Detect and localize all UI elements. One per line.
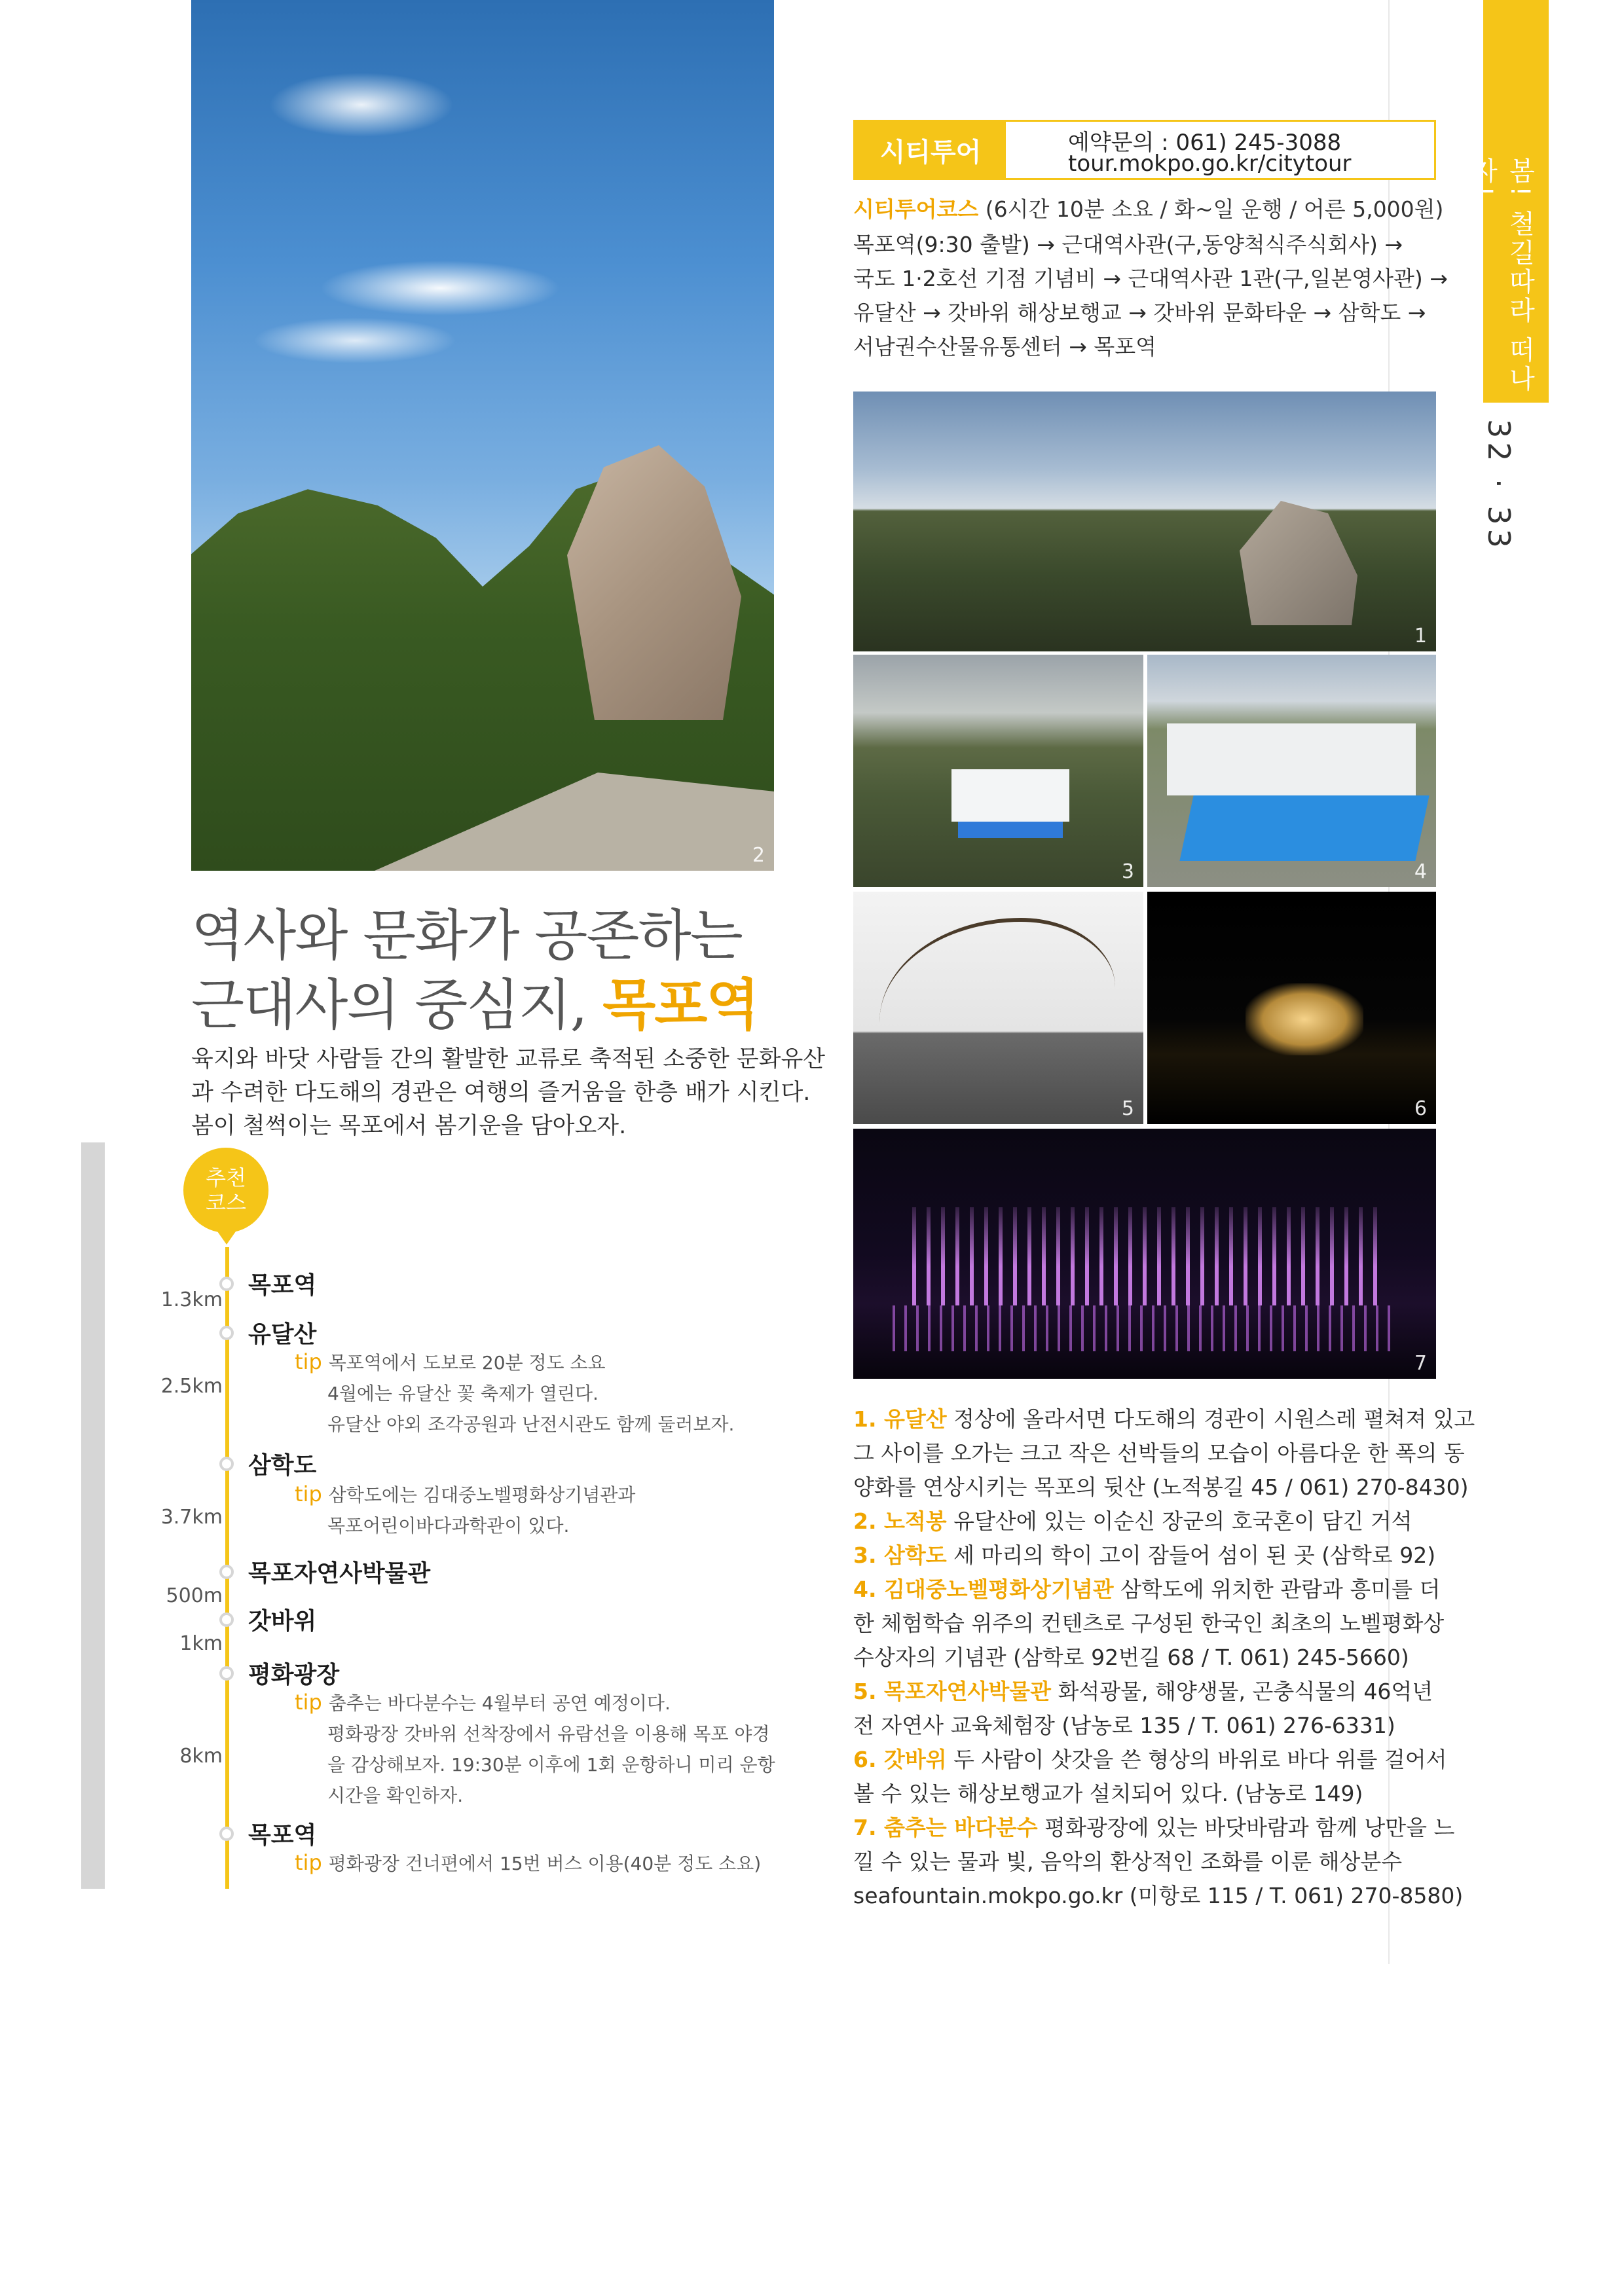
- caption-line: [853, 1504, 1412, 1535]
- stop-marker-icon: [219, 1457, 234, 1471]
- city-tour-phone: 예약문의 : 061) 245-3088: [1068, 130, 1342, 156]
- caption-text: 낄 수 있는 물과 빛, 음악의 환상적인 조화를 이룬 해상분수: [853, 1849, 1403, 1874]
- tip-line: [295, 1481, 635, 1507]
- photo-number: 1: [1414, 625, 1427, 647]
- course-stop: [219, 1656, 339, 1690]
- caption-text: 삼학도에 위치한 관람과 흥미를 더: [1113, 1576, 1441, 1602]
- stop-marker-icon: [219, 1565, 234, 1579]
- photo-sea-fountain: [853, 1129, 1436, 1379]
- photo-gatbawi: [1147, 892, 1436, 1124]
- caption-key: 4. 김대중노벨평화상기념관: [853, 1576, 1114, 1602]
- caption-line: [853, 1436, 1465, 1467]
- photo-natural-history-museum: [853, 892, 1143, 1124]
- city-tour-route-line: 서남권수산물유통센터 → 목포역: [853, 334, 1157, 359]
- caption-line: [853, 1845, 1402, 1876]
- tip-line: 시간을 확인하자.: [327, 1785, 464, 1806]
- intro-line: 봄이 철썩이는 목포에서 봄기운을 담아오자.: [191, 1113, 627, 1139]
- stop-name: 유달산: [248, 1321, 317, 1348]
- caption-text: 볼 수 있는 해상보행교가 설치되어 있다. (남농로 149): [853, 1781, 1363, 1806]
- caption-line: [853, 1470, 1468, 1501]
- tip-text: 삼학도에는 김대중노벨평화상기념관과: [328, 1484, 636, 1506]
- stop-name: 목포자연사박물관: [248, 1560, 431, 1587]
- tip-label: tip: [295, 1349, 322, 1374]
- tip-line: 평화광장 갓바위 선착장에서 유람선을 이용해 목포 야경: [327, 1723, 770, 1745]
- caption-key: 1. 유달산: [853, 1406, 947, 1432]
- tip-label: tip: [295, 1482, 322, 1506]
- caption-line: [853, 1709, 1395, 1740]
- photo-yudalsan: [191, 0, 774, 871]
- caption-line: [853, 1811, 1454, 1842]
- caption-key: 7. 춤추는 바다분수: [853, 1815, 1038, 1840]
- stop-marker-icon: [219, 1827, 234, 1841]
- stop-name: 목포역: [248, 1822, 317, 1849]
- photo-nojeokbong: [853, 392, 1436, 651]
- tip-text: 평화광장 건너편에서 15번 버스 이용(40분 정도 소요): [328, 1853, 762, 1874]
- city-tour-route-line: 유달산 → 갓바위 해상보행교 → 갓바위 문화타운 → 삼학도 →: [853, 300, 1426, 325]
- course-stop: [219, 1447, 316, 1480]
- caption-text: 그 사이를 오가는 크고 작은 선박들의 모습이 아름다운 한 폭의 동: [853, 1440, 1465, 1466]
- tip-label: tip: [295, 1850, 322, 1875]
- course-stop: [219, 1817, 316, 1850]
- caption-line: [853, 1743, 1447, 1774]
- city-tour-label: 시티투어: [855, 122, 1006, 178]
- course-stop: [219, 1603, 316, 1636]
- tip-line: 유달산 야외 조각공원과 난전시관도 함께 둘러보자.: [327, 1413, 735, 1435]
- photo-fountain-reflection: [893, 1305, 1397, 1351]
- tip-line: [295, 1349, 606, 1375]
- caption-line: [853, 1402, 1475, 1433]
- section-tab-text: 봄! 철길따라 떠나자!: [1467, 157, 1535, 394]
- stop-marker-icon: [219, 1666, 234, 1681]
- photo-number: 4: [1414, 860, 1427, 883]
- stop-marker-icon: [219, 1613, 234, 1627]
- tip-line: [295, 1850, 761, 1876]
- photo-number: 6: [1414, 1097, 1427, 1120]
- photo-number: 7: [1414, 1352, 1427, 1375]
- photo-glow-shape: [1246, 983, 1363, 1055]
- caption-line: [853, 1607, 1444, 1637]
- tip-line: 4월에는 유달산 꽃 축제가 열린다.: [327, 1383, 599, 1404]
- photo-number: 5: [1121, 1097, 1134, 1120]
- caption-text: 양화를 연상시키는 목포의 뒷산 (노적봉길 45 / 061) 270-8430): [853, 1474, 1469, 1500]
- photo-building-shape: [951, 769, 1069, 822]
- recommended-course-badge: [183, 1148, 268, 1233]
- intro-line: 육지와 바닷 사람들 간의 활발한 교류로 축적된 소중한 문화유산: [191, 1046, 826, 1072]
- city-tour-url[interactable]: tour.mokpo.go.kr/citytour: [1068, 151, 1352, 177]
- stop-name: 목포역: [248, 1272, 317, 1299]
- stop-name: 평화광장: [248, 1662, 340, 1688]
- city-tour-box: [853, 120, 1436, 180]
- photo-rock-shape: [1240, 501, 1357, 625]
- caption-text: 유달산에 있는 이순신 장군의 호국혼이 담긴 거석: [946, 1508, 1412, 1534]
- photo-samhakdo: [853, 655, 1143, 887]
- headline-accent: 목포역: [602, 972, 758, 1037]
- headline-prefix: 근대사의 중심지,: [191, 973, 603, 1037]
- tip-label: tip: [295, 1690, 322, 1715]
- city-tour-route-line: 목포역(9:30 출발) → 근대역사관(구,동양척식주식회사) →: [853, 232, 1403, 257]
- caption-text: 평화광장에 있는 바닷바람과 함께 낭만을 느: [1037, 1815, 1455, 1840]
- course-stop: [219, 1267, 316, 1300]
- badge-line1: 추천: [206, 1165, 246, 1190]
- caption-text: seafountain.mokpo.go.kr (미항로 115 / T. 061) 270-8580): [853, 1883, 1464, 1908]
- caption-text: 화석광물, 해양생물, 곤충식물의 46억년: [1051, 1679, 1433, 1704]
- caption-text: 한 체험학습 위주의 컨텐츠로 구성된 한국인 최초의 노벨평화상: [853, 1611, 1445, 1636]
- headline-line1: 역사와 문화가 공존하는: [191, 903, 742, 968]
- tip-line: [295, 1689, 671, 1715]
- stop-marker-icon: [219, 1326, 234, 1340]
- caption-line: [853, 1777, 1363, 1808]
- caption-key: 3. 삼학도: [853, 1542, 947, 1568]
- segment-distance: 2.5km: [160, 1375, 223, 1398]
- photo-number: 2: [752, 844, 765, 867]
- stop-name: 갓바위: [248, 1608, 317, 1635]
- caption-key: 6. 갓바위: [853, 1747, 947, 1772]
- segment-distance: 1.3km: [160, 1288, 223, 1311]
- city-tour-course-info: (6시간 10분 소요 / 화~일 운행 / 어른 5,000원): [985, 196, 1444, 222]
- caption-line: [853, 1573, 1440, 1603]
- page-number: 32 · 33: [1481, 419, 1517, 552]
- photo-skeleton-shape: [879, 918, 1115, 1092]
- photo-fountain-jets: [912, 1207, 1377, 1305]
- caption-line: [853, 1641, 1409, 1671]
- headline-line2: [191, 961, 758, 1040]
- tip-line: 을 감상해보자. 19:30분 이후에 1회 운항하니 미리 운항: [327, 1754, 775, 1776]
- tip-text: 목포역에서 도보로 20분 정도 소요: [328, 1352, 606, 1374]
- badge-line2: 코스: [206, 1190, 246, 1215]
- course-stop: [219, 1316, 316, 1349]
- segment-distance: 8km: [179, 1745, 223, 1768]
- caption-line: [853, 1675, 1433, 1705]
- city-tour-route-line: 국도 1·2호선 기점 기념비 → 근대역사관 1관(구,일본영사관) →: [853, 266, 1448, 291]
- course-side-strip: [81, 1142, 105, 1889]
- photo-building-shape: [1167, 723, 1416, 795]
- intro-line: 과 수려한 다도해의 경관은 여행의 즐거움을 한층 배가 시킨다.: [191, 1080, 811, 1106]
- stop-name: 삼학도: [248, 1452, 317, 1479]
- segment-distance: 500m: [166, 1584, 223, 1607]
- segment-distance: 3.7km: [160, 1506, 223, 1529]
- segment-distance: 1km: [179, 1632, 223, 1655]
- tip-line: 목포어린이바다과학관이 있다.: [327, 1515, 570, 1537]
- caption-text: 수상자의 기념관 (삼학로 92번길 68 / T. 061) 245-5660): [853, 1645, 1409, 1670]
- photo-pool-shape: [1179, 795, 1429, 861]
- caption-text: 전 자연사 교육체험장 (남농로 135 / T. 061) 276-6331): [853, 1713, 1395, 1738]
- caption-key: 5. 목포자연사박물관: [853, 1679, 1052, 1704]
- caption-text: 두 사람이 삿갓을 쓴 형상의 바위로 바다 위를 걸어서: [946, 1747, 1447, 1772]
- city-tour-course-name: 시티투어코스: [853, 196, 979, 222]
- photo-number: 3: [1121, 860, 1134, 883]
- city-tour-course-title: [853, 192, 1443, 223]
- photo-nobel-memorial: [1147, 655, 1436, 887]
- course-stop: [219, 1555, 430, 1588]
- tip-text: 춤추는 바다분수는 4월부터 공연 예정이다.: [328, 1692, 671, 1714]
- caption-text: 정상에 올라서면 다도해의 경관이 시원스레 펼쳐져 있고: [946, 1406, 1475, 1432]
- caption-line: [853, 1879, 1463, 1910]
- caption-text: 세 마리의 학이 고이 잠들어 섬이 된 곳 (삼학로 92): [946, 1542, 1436, 1568]
- caption-line: [853, 1539, 1435, 1569]
- caption-key: 2. 노적봉: [853, 1508, 947, 1534]
